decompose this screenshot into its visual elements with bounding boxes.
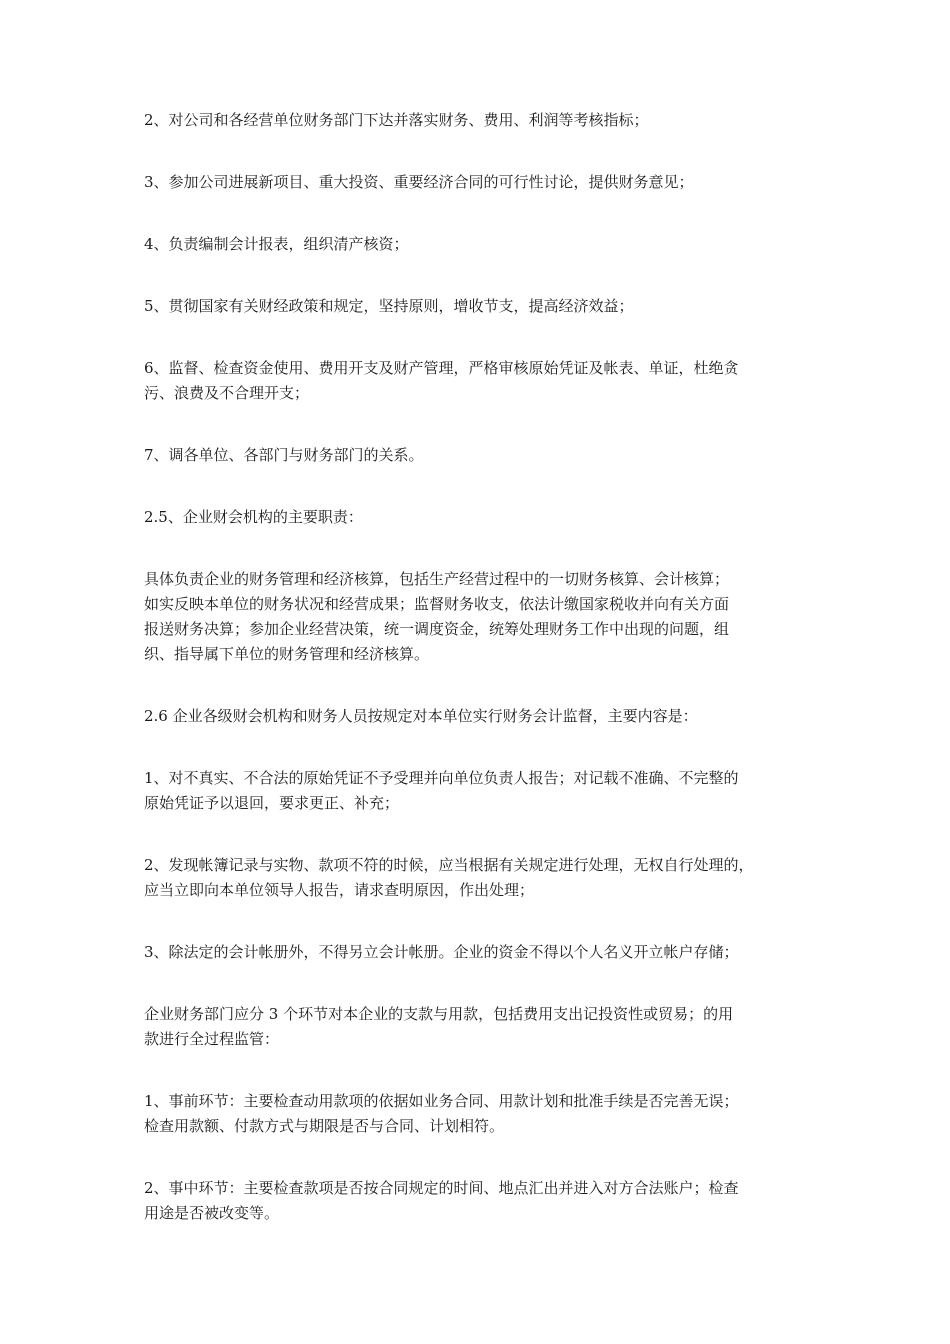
text-line: 3、除法定的会计帐册外，不得另立会计帐册。企业的资金不得以个人名义开立帐户存储； [144,943,739,961]
text-line: 1、事前环节：主要检查动用款项的依据如业务合同、用款计划和批准手续是否完善无误； [144,1092,739,1110]
text-line: 7、调各单位、各部门与财务部门的关系。 [144,446,424,464]
text-line: 2.6 企业各级财会机构和财务人员按规定对本单位实行财务会计监督，主要内容是： [144,707,698,725]
text-line: 6、监督、检查资金使用、费用开支及财产管理，严格审核原始凭证及帐表、单证，杜绝贪 [144,359,739,377]
paragraph-10 [144,766,824,816]
text-line: 具体负责企业的财务管理和经济核算，包括生产经营过程中的一切财务核算、会计核算； [144,570,730,588]
paragraph-13 [144,1002,824,1052]
text-line: 企业财务部门应分 3 个环节对本企业的支款与用款，包括费用支出记投资性或贸易；的用 [144,1005,734,1023]
text-line: 2、发现帐簿记录与实物、款项不符的时候，应当根据有关规定进行处理，无权自行处理的， [144,856,754,874]
text-line: 应当立即向本单位领导人报告，请求查明原因，作出处理； [144,881,535,899]
paragraph-8 [144,567,824,667]
text-line: 如实反映本单位的财务状况和经营成果；监督财务收支，依法计缴国家税收并向有关方面 [144,595,730,613]
paragraph-3 [144,232,824,257]
paragraph-11 [144,853,824,903]
text-line: 2、事中环节：主要检查款项是否按合同规定的时间、地点汇出并进入对方合法账户；检查 [144,1179,739,1197]
text-line: 1、对不真实、不合法的原始凭证不予受理并向单位负责人报告；对记载不准确、不完整的 [144,769,739,787]
text-line: 原始凭证予以退回，要求更正、补充； [144,794,400,812]
text-line: 2.5、企业财会机构的主要职责： [144,508,363,526]
text-line: 检查用款额、付款方式与期限是否与合同、计划相符。 [144,1117,505,1135]
text-line: 报送财务决算；参加企业经营决策，统一调度资金，统筹处理财务工作中出现的问题，组 [144,620,730,638]
section-heading-2-6 [144,704,824,729]
paragraph-14 [144,1089,824,1139]
section-heading-2-5 [144,505,824,530]
paragraph-6 [144,443,824,468]
paragraph-1 [144,108,824,133]
paragraph-15 [144,1176,824,1226]
text-line: 污、浪费及不合理开支； [144,384,310,402]
text-line: 3、参加公司进展新项目、重大投资、重要经济合同的可行性讨论，提供财务意见； [144,173,694,191]
text-line: 4、负责编制会计报表，组织清产核资； [144,235,409,253]
paragraph-5 [144,356,824,406]
document-page [144,108,824,1263]
paragraph-12 [144,940,824,965]
text-line: 2、对公司和各经营单位财务部门下达并落实财务、费用、利润等考核指标； [144,111,649,129]
text-line: 用途是否被改变等。 [144,1204,280,1222]
text-line: 款进行全过程监管： [144,1030,280,1048]
paragraph-2 [144,170,824,195]
paragraph-4 [144,294,824,319]
text-line: 5、贯彻国家有关财经政策和规定，坚持原则，增收节支，提高经济效益； [144,297,634,315]
text-line: 织、指导属下单位的财务管理和经济核算。 [144,645,430,663]
